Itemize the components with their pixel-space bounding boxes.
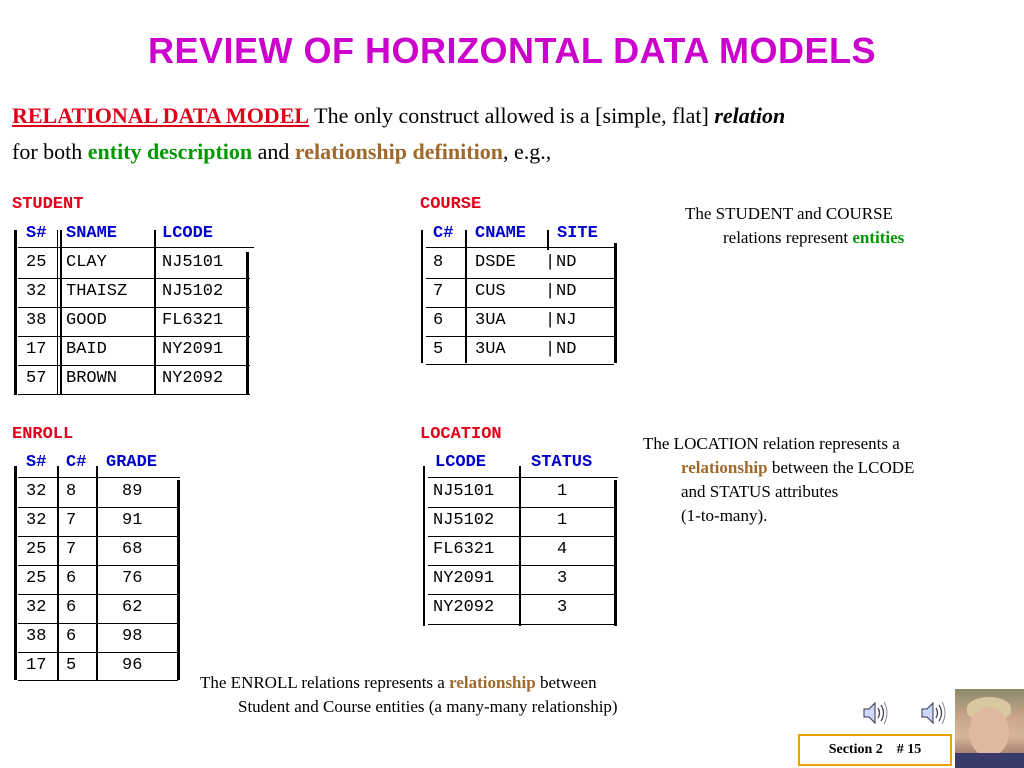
student-snum: 38 xyxy=(26,311,47,330)
speaker-icon[interactable] xyxy=(860,698,890,728)
enroll-relation-name: ENROLL xyxy=(12,425,74,444)
student-header-snum: S# xyxy=(26,224,47,243)
location-status: 3 xyxy=(557,598,568,617)
course-header-cname: CNAME xyxy=(475,224,527,243)
enroll-grade: 62 xyxy=(122,598,143,617)
course-relation-name: COURSE xyxy=(420,195,482,214)
course-col-sep-1 xyxy=(465,230,467,363)
student-snum: 57 xyxy=(26,369,47,388)
location-status: 4 xyxy=(557,540,568,559)
row-divider xyxy=(428,536,614,537)
enroll-grade: 68 xyxy=(122,540,143,559)
enroll-col-sep-1 xyxy=(57,466,59,680)
course-site-bar: | xyxy=(545,311,556,330)
enroll-right-border xyxy=(177,480,180,680)
row-divider xyxy=(426,278,614,279)
student-header-line xyxy=(18,247,254,248)
enroll-snum: 17 xyxy=(26,656,47,675)
course-site-bar: | xyxy=(545,340,556,359)
intro-and: and xyxy=(252,139,295,164)
entities-word: entities xyxy=(852,228,905,247)
entity-description: entity description xyxy=(87,139,253,164)
enroll-header-cnum: C# xyxy=(66,453,87,472)
enroll-cnum: 6 xyxy=(66,569,77,588)
location-left-border xyxy=(423,466,425,626)
location-lcode: NY2091 xyxy=(433,569,495,588)
location-note-line3: and STATUS attributes xyxy=(681,482,839,501)
enroll-relationship-word: relationship xyxy=(449,673,536,692)
course-site: ND xyxy=(556,253,577,272)
enroll-snum: 25 xyxy=(26,569,47,588)
location-note-line2-wrap xyxy=(643,456,1013,480)
enroll-snum: 25 xyxy=(26,540,47,559)
location-note-line2: between the LCODE xyxy=(767,458,915,477)
enroll-cnum: 7 xyxy=(66,540,77,559)
row-divider xyxy=(18,623,178,624)
enroll-snum: 32 xyxy=(26,482,47,501)
presenter-photo xyxy=(955,689,1024,768)
enroll-note-line2: Student and Course entities (a many-many relationship) xyxy=(238,697,618,716)
course-left-border xyxy=(421,230,423,363)
enroll-grade: 96 xyxy=(122,656,143,675)
row-divider xyxy=(18,278,250,279)
student-header-sname: SNAME xyxy=(66,224,118,243)
location-col-sep-1 xyxy=(519,466,521,626)
enroll-grade: 76 xyxy=(122,569,143,588)
speaker-icon[interactable] xyxy=(918,698,948,728)
student-sname: GOOD xyxy=(66,311,107,330)
photo-shirt xyxy=(955,753,1024,768)
student-sname: CLAY xyxy=(66,253,107,272)
row-divider xyxy=(18,365,250,366)
row-divider xyxy=(428,507,614,508)
student-lcode: FL6321 xyxy=(162,311,224,330)
row-divider xyxy=(18,594,178,595)
location-right-border xyxy=(614,480,617,626)
location-lcode: NJ5102 xyxy=(433,511,495,530)
student-col-sep-1 xyxy=(57,230,58,395)
enroll-header-line xyxy=(18,477,180,478)
course-right-border xyxy=(614,243,617,363)
row-divider xyxy=(428,594,614,595)
student-sname: THAISZ xyxy=(66,282,128,301)
enroll-grade: 89 xyxy=(122,482,143,501)
row-divider xyxy=(428,624,614,625)
location-header-line xyxy=(428,477,618,478)
row-divider xyxy=(426,307,614,308)
location-lcode: NJ5101 xyxy=(433,482,495,501)
student-lcode: NY2092 xyxy=(162,369,224,388)
location-status: 1 xyxy=(557,482,568,501)
enroll-note-line1b: between xyxy=(535,673,597,692)
location-note-line4: (1-to-many). xyxy=(681,506,768,525)
enroll-header-grade: GRADE xyxy=(106,453,158,472)
course-cnum: 7 xyxy=(433,282,444,301)
course-site: ND xyxy=(556,282,577,301)
entities-note xyxy=(685,202,904,250)
location-lcode: FL6321 xyxy=(433,540,495,559)
row-divider xyxy=(18,307,250,308)
row-divider xyxy=(428,565,614,566)
intro-paragraph xyxy=(12,98,1012,170)
enroll-cnum: 7 xyxy=(66,511,77,530)
row-divider xyxy=(426,336,614,337)
course-site: ND xyxy=(556,340,577,359)
course-cnum: 6 xyxy=(433,311,444,330)
enroll-note xyxy=(200,671,800,719)
course-cnum: 8 xyxy=(433,253,444,272)
page-title: REVIEW OF HORIZONTAL DATA MODELS xyxy=(148,30,876,71)
course-cname: CUS xyxy=(475,282,506,301)
row-divider xyxy=(18,680,178,681)
student-left-border xyxy=(14,230,17,395)
student-col-sep-1b xyxy=(60,230,62,395)
course-header-cnum: C# xyxy=(433,224,454,243)
student-relation-name: STUDENT xyxy=(12,195,84,214)
enroll-cnum: 5 xyxy=(66,656,77,675)
location-lcode: NY2092 xyxy=(433,598,495,617)
enroll-cnum: 6 xyxy=(66,627,77,646)
enroll-note-line1a: The ENROLL relations represents a xyxy=(200,673,450,692)
intro-text-2: for both xyxy=(12,139,88,164)
enroll-snum: 32 xyxy=(26,511,47,530)
location-relationship-word: relationship xyxy=(681,458,768,477)
row-divider xyxy=(18,507,178,508)
student-sname: BROWN xyxy=(66,369,118,388)
enroll-snum: 32 xyxy=(26,598,47,617)
student-lcode: NY2091 xyxy=(162,340,224,359)
relation-word: relation xyxy=(714,103,786,128)
row-divider xyxy=(426,364,614,365)
row-divider xyxy=(18,652,178,653)
course-col-sep-2 xyxy=(547,230,549,250)
enroll-cnum: 8 xyxy=(66,482,77,501)
course-cname: 3UA xyxy=(475,340,506,359)
entities-note-line1: The STUDENT and COURSE xyxy=(685,204,893,223)
course-header-site: SITE xyxy=(557,224,598,243)
enroll-left-border xyxy=(14,466,17,680)
enroll-note-line1-wrap xyxy=(200,671,800,695)
course-site-bar: | xyxy=(545,282,556,301)
course-cname: 3UA xyxy=(475,311,506,330)
relational-data-model-label: RELATIONAL DATA MODEL xyxy=(12,103,310,128)
entities-note-line2-wrap xyxy=(685,226,904,250)
student-snum: 32 xyxy=(26,282,47,301)
enroll-snum: 38 xyxy=(26,627,47,646)
row-divider xyxy=(18,394,250,395)
location-status: 1 xyxy=(557,511,568,530)
course-header-line xyxy=(426,247,616,248)
enroll-grade: 91 xyxy=(122,511,143,530)
student-snum: 17 xyxy=(26,340,47,359)
student-col-sep-2 xyxy=(154,230,156,395)
course-site-bar: | xyxy=(545,253,556,272)
location-status: 3 xyxy=(557,569,568,588)
student-lcode: NJ5101 xyxy=(162,253,224,272)
section-label: Section 2 # 15 xyxy=(798,734,952,766)
enroll-grade: 98 xyxy=(122,627,143,646)
location-header-lcode: LCODE xyxy=(435,453,487,472)
student-lcode: NJ5102 xyxy=(162,282,224,301)
row-divider xyxy=(18,336,250,337)
course-site: NJ xyxy=(556,311,577,330)
student-header-lcode: LCODE xyxy=(162,224,214,243)
course-cname: DSDE xyxy=(475,253,516,272)
photo-face xyxy=(969,707,1009,757)
student-right-border xyxy=(246,252,249,395)
location-note-line1: The LOCATION relation represents a xyxy=(643,434,900,453)
student-sname: BAID xyxy=(66,340,107,359)
location-relation-name: LOCATION xyxy=(420,425,502,444)
location-note xyxy=(643,432,1013,528)
row-divider xyxy=(18,565,178,566)
student-snum: 25 xyxy=(26,253,47,272)
row-divider xyxy=(18,536,178,537)
relationship-definition: relationship definition xyxy=(294,139,503,164)
enroll-col-sep-2 xyxy=(96,466,98,680)
enroll-cnum: 6 xyxy=(66,598,77,617)
course-cnum: 5 xyxy=(433,340,444,359)
intro-text-3: , e.g., xyxy=(502,139,552,164)
enroll-header-snum: S# xyxy=(26,453,47,472)
intro-text-1: The only construct allowed is a [simple, flat] xyxy=(309,103,715,128)
location-header-status: STATUS xyxy=(531,453,593,472)
entities-note-line2: relations represent xyxy=(723,228,853,247)
